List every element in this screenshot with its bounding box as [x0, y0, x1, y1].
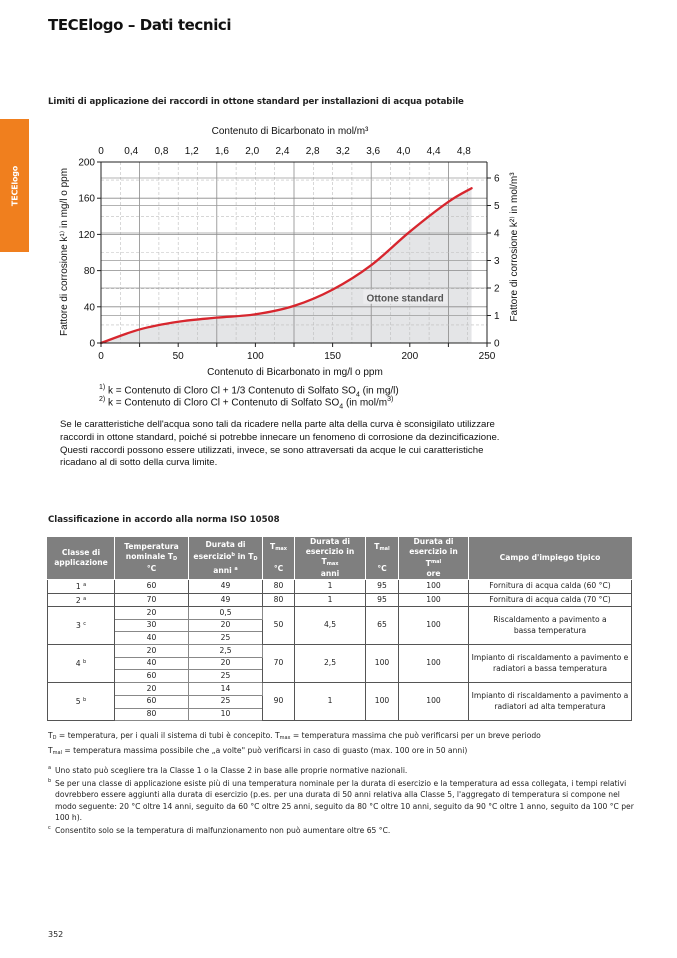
table-section-title: Classificazione in accordo alla norma ISO 10508: [48, 515, 280, 525]
cell-durata-tmal: 100: [399, 607, 469, 645]
header-campo-impiego: Campo d'impiego tipico: [469, 537, 632, 580]
table-row: [48, 645, 632, 658]
x-tick-label: 100: [247, 351, 264, 362]
table-notes: [48, 730, 638, 836]
safe-area-fill: [101, 188, 472, 343]
note-td-tmax: $T_D$ = temperatura, per i quali il sistema di tubi è concepito. $T_{max}$ = temperatura massima che può verificarsi per un breve periodo: [48, 731, 541, 741]
table-row: [48, 593, 632, 607]
cell-tmax: 80: [263, 593, 295, 607]
page-number: 352: [48, 930, 64, 939]
footnote-text: (in mol/m: [343, 397, 388, 409]
cell-tmal: 95: [366, 580, 399, 594]
x-tick-label: 150: [324, 351, 341, 362]
header-durata-tmal: Durata di esercizio in $T^{mal}$ ore: [399, 537, 469, 580]
note-tmal: $T_{mal}$ = temperatura massima possibile che „a volte" può verificarsi in caso di guasto (max. 100 ore in 50 anni): [48, 745, 468, 756]
paragraph-line: Questi raccordi possono essere utilizzati, invece, se sono attraversati da acque le cui caratteristiche: [60, 444, 484, 456]
cell-durata-tmax: 4,5: [295, 607, 366, 645]
top-x-tick-label: 3,2: [335, 146, 350, 157]
cell-campo: Fornitura di acqua calda (60 °C): [469, 580, 632, 594]
top-x-tick-label: 0: [98, 146, 104, 157]
right-y-axis-title: Fattore di corrosione k²⁾ in mol/m³: [509, 172, 520, 322]
cell-temperatura: 20: [115, 607, 189, 620]
cell-campo: Impianto di riscaldamento a pavimento a radiatori ad alta temperatura: [469, 683, 632, 721]
right-y-tick-label: 1: [494, 311, 500, 322]
cell-durata: 25: [189, 695, 263, 708]
chart-footnote-2: [99, 396, 393, 410]
top-x-tick-label: 4,4: [426, 146, 441, 157]
top-x-tick-label: 4,0: [396, 146, 411, 157]
cell-durata: 49: [189, 580, 263, 594]
cell-durata: 2,5: [189, 645, 263, 658]
table-row: [48, 580, 632, 594]
cell-classe: 5 $^b$: [48, 683, 115, 721]
footnote-mark: c: [48, 824, 51, 831]
x-tick-label: 50: [172, 351, 184, 362]
top-x-tick-label: 4,8: [456, 146, 471, 157]
footnote-sub: 4: [355, 391, 360, 399]
cell-durata-tmal: 100: [399, 645, 469, 683]
cell-durata: 49: [189, 593, 263, 607]
top-x-tick-label: 0,8: [154, 146, 169, 157]
cell-temperatura: 60: [115, 695, 189, 708]
top-x-tick-label: 2,4: [275, 146, 290, 157]
x-axis-title: Contenuto di Bicarbonato in mg/l o ppm: [207, 367, 383, 378]
top-x-tick-label: 2,0: [245, 146, 260, 157]
cell-temperatura: 60: [115, 580, 189, 594]
y-tick-label: 160: [78, 193, 95, 205]
cell-durata: 25: [189, 632, 263, 645]
cell-durata: 20: [189, 619, 263, 632]
header-durata-td: Durata di esercizio$^b$ in $T_D$ anni $^a$: [189, 537, 263, 580]
cell-durata: 25: [189, 670, 263, 683]
cell-tmax: 70: [263, 645, 295, 683]
footnote-mark: 1): [99, 384, 106, 391]
paragraph-line: Se le caratteristiche dell'acqua sono tali da ricadere nella parte alta della curva è sconsigilato utilizzare: [60, 419, 495, 430]
cell-classe: 1 $^a$: [48, 580, 115, 594]
cell-durata-tmax: 2,5: [295, 645, 366, 683]
cell-campo: Riscaldamento a pavimento a bassa temperatura: [469, 607, 632, 645]
cell-tmax: 80: [263, 580, 295, 594]
cell-temperatura: 30: [115, 619, 189, 632]
y-tick-label: 40: [83, 302, 95, 314]
cell-campo: Impianto di riscaldamento a pavimento e radiatori a bassa temperatura: [469, 645, 632, 683]
footnote-c: c Consentito solo se la temperatura di malfunzionamento non può aumentare oltre 65 °C.: [48, 824, 391, 835]
cell-tmax: 50: [263, 607, 295, 645]
footnote-b: b Se per una classe di applicazione esiste più di una temperatura nominale per la durata di esercizio e la temperatura ad essa collegata, i tempi relativi dovrebbero essere aggiunti alla durata di esercizio (p.es. per una durata di 50 anni relativa alla Classe 5, l'aggregato di temperatura si compone nel modo seguente: 20 °C oltre 14 anni, seguito da 60 °C oltre 25 anni, seguito da 80 °C oltre 10 anni, seguito da 90 °C oltre 1 anno, seguito da 100 °C per 100 h).: [48, 777, 634, 822]
header-classe: Classe di applicazione: [48, 537, 115, 580]
cell-durata: 14: [189, 683, 263, 696]
cell-durata-tmax: 1: [295, 580, 366, 594]
right-y-tick-label: 5: [494, 201, 500, 212]
footnote-a: a Uno stato può scegliere tra la Classe 1 o la Classe 2 in base alle proprie normative nazionali.: [48, 765, 408, 775]
y-tick-label: 80: [83, 266, 95, 278]
page-title: TECElogo – Dati tecnici: [48, 16, 232, 34]
cell-tmal: 100: [366, 645, 399, 683]
right-y-tick-label: 3: [494, 256, 500, 267]
header-temperatura-nominale: Temperatura nominale $T_D$ °C: [115, 537, 189, 580]
cell-classe: 4 $^b$: [48, 645, 115, 683]
y-tick-label: 120: [78, 229, 95, 241]
footnote-text: k = Contenuto di Cloro Cl + Contenuto di Solfato SO: [105, 397, 340, 409]
cell-durata: 0,5: [189, 607, 263, 620]
top-axis-title: Contenuto di Bicarbonato in mol/m³: [211, 126, 369, 137]
cell-tmax: 90: [263, 683, 295, 721]
y-axis-title: Fattore di corrosione k¹⁾ in mg/l o ppm: [59, 167, 70, 337]
footnote-sup: 3): [387, 396, 394, 403]
header-tmal: $T_{mal}$ °C: [366, 537, 399, 580]
cell-durata: 20: [189, 657, 263, 670]
cell-campo: Fornitura di acqua calda (70 °C): [469, 593, 632, 607]
x-tick-label: 200: [401, 351, 419, 362]
cell-durata-tmal: 100: [399, 593, 469, 607]
corrosion-chart: [0, 0, 677, 400]
top-x-tick-label: 1,2: [184, 146, 199, 157]
y-tick-label: 0: [89, 338, 95, 350]
cell-temperatura: 20: [115, 683, 189, 696]
annotation-label: Ottone standard: [366, 293, 444, 305]
iso-10508-table: [47, 537, 632, 721]
cell-temperatura: 40: [115, 657, 189, 670]
chart-section-title: Limiti di applicazione dei raccordi in ottone standard per installazioni di acqua potabile: [48, 97, 464, 107]
right-y-tick-label: 4: [494, 228, 500, 240]
header-durata-tmax: Durata di esercizio in $T_{max}$ anni: [295, 537, 366, 580]
footnote-mark: 2): [99, 396, 106, 403]
cell-tmal: 95: [366, 593, 399, 607]
paragraph-line: raccordi in ottone standard, poiché si potrebbe innecare un fenomeno di corrosione da dezincificazione.: [60, 431, 500, 443]
top-x-tick-label: 2,8: [305, 146, 320, 157]
cell-tmal: 100: [366, 683, 399, 721]
cell-classe: 2 $^a$: [48, 593, 115, 607]
cell-tmal: 65: [366, 607, 399, 645]
right-y-tick-label: 2: [494, 283, 500, 295]
footnote-mark: b: [48, 777, 52, 784]
right-y-tick-label: 6: [494, 173, 500, 185]
footnote-sub: 4: [339, 403, 344, 411]
top-x-tick-label: 1,6: [215, 146, 229, 157]
y-tick-label: 200: [78, 157, 95, 169]
paragraph-line: ricadano al di sotto della curva limite.: [60, 457, 218, 469]
cell-durata: 10: [189, 708, 263, 721]
header-tmax: $T_{max}$ °C: [263, 537, 295, 580]
top-x-tick-label: 0,4: [124, 146, 139, 157]
table-row: [48, 607, 632, 620]
cell-durata-tmal: 100: [399, 683, 469, 721]
footnote-text: k = Contenuto di Cloro Cl + 1/3 Contenuto di Solfato SO: [105, 385, 356, 397]
cell-durata-tmal: 100: [399, 580, 469, 594]
x-tick-label: 0: [98, 351, 104, 362]
cell-temperatura: 80: [115, 708, 189, 721]
top-x-tick-label: 3,6: [366, 146, 381, 157]
footnote-mark: a: [48, 765, 52, 771]
table-header-row: [48, 537, 632, 580]
table-row: [48, 683, 632, 696]
side-tab-label: TECElogo: [10, 165, 19, 206]
cell-temperatura: 20: [115, 645, 189, 658]
cell-temperatura: 70: [115, 593, 189, 607]
cell-temperatura: 60: [115, 670, 189, 683]
cell-temperatura: 40: [115, 632, 189, 645]
right-y-tick-label: 0: [494, 338, 500, 350]
footnote-text: (in mg/l): [359, 385, 399, 397]
cell-classe: 3 $^c$: [48, 607, 115, 645]
x-tick-label: 250: [478, 351, 496, 362]
cell-durata-tmax: 1: [295, 683, 366, 721]
chart-explanation-paragraph: [60, 419, 499, 470]
cell-durata-tmax: 1: [295, 593, 366, 607]
